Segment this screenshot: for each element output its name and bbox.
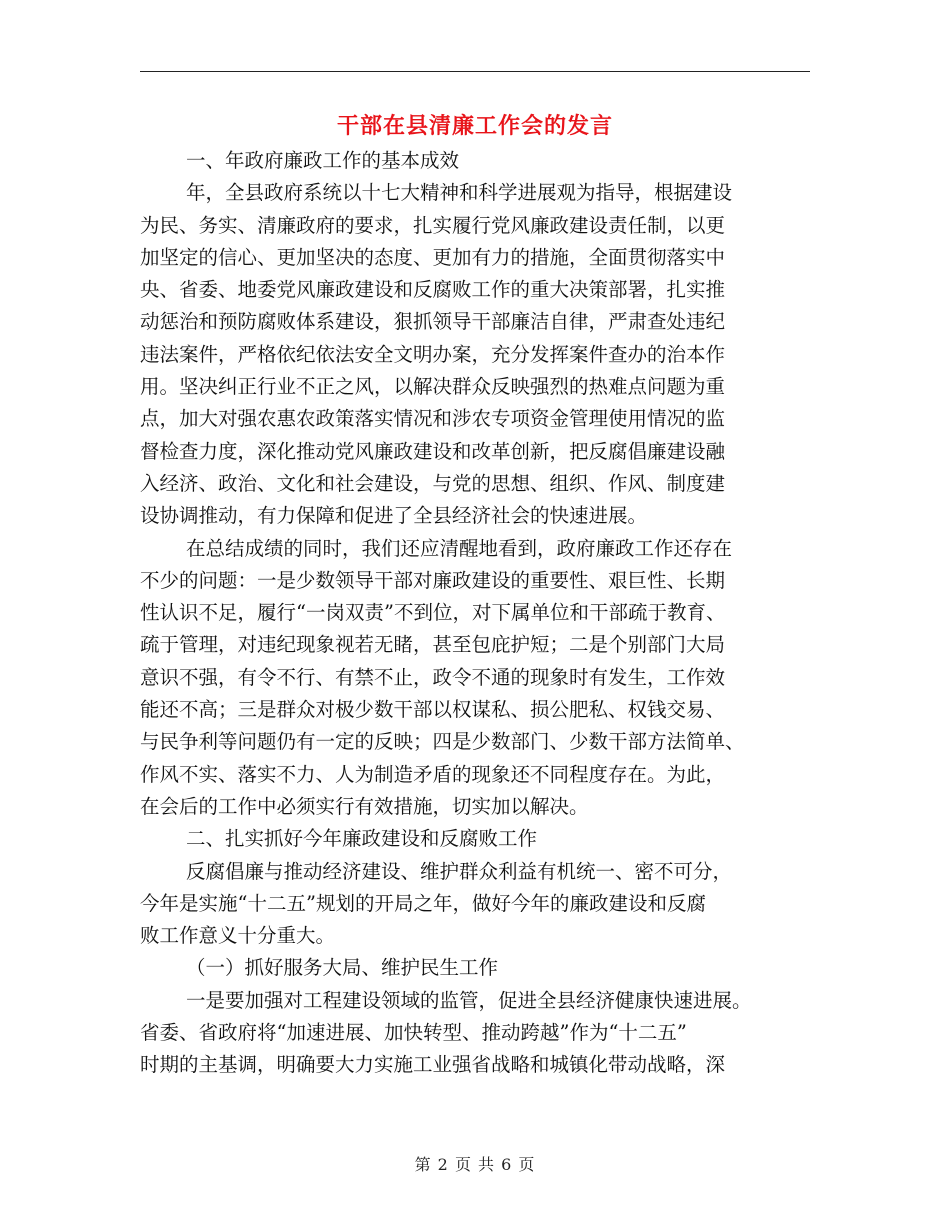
paragraph-line: 省委、省政府将“加速进展、加快转型、推动跨越”作为“十二五” xyxy=(140,1021,687,1045)
paragraph-line: 入经济、政治、文化和社会建设，与党的思想、组织、作风、制度建 xyxy=(140,471,726,495)
paragraph-line: 反腐倡廉与推动经济建设、维护群众利益有机统一、密不可分， xyxy=(186,859,733,883)
paragraph-line: 性认识不足，履行“一岗双责”不到位，对下属单位和干部疏于教育、 xyxy=(140,601,726,625)
paragraph-line: 意识不强，有令不行、有禁不止，政令不通的现象时有发生，工作效 xyxy=(140,665,726,689)
section-heading: 一、年政府廉政工作的基本成效 xyxy=(186,149,460,172)
paragraph-line: 用。坚决纠正行业不正之风，以解决群众反映强烈的热难点问题为重 xyxy=(140,375,726,399)
paragraph-line: 时期的主基调，明确要大力实施工业强省战略和城镇化带动战略，深 xyxy=(140,1053,726,1077)
paragraph-line: 设协调推动，有力保障和促进了全县经济社会的快速进展。 xyxy=(140,504,648,528)
paragraph-line: 违法案件，严格依纪依法安全文明办案，充分发挥案件查办的治本作 xyxy=(140,342,726,366)
section-heading: 二、扎实抓好今年廉政建设和反腐败工作 xyxy=(186,827,538,851)
document-title: 干部在县清廉工作会的发言 xyxy=(336,113,613,139)
paragraph-line: 败工作意义十分重大。 xyxy=(140,924,336,948)
paragraph-line: 一是要加强对工程建设领域的监管，促进全县经济健康快速进展。 xyxy=(186,988,752,1012)
paragraph-line: 与民争利等问题仍有一定的反映；四是少数部门、少数干部方法简单、 xyxy=(140,730,745,754)
header-rule xyxy=(140,71,810,72)
paragraph-line: 不少的问题：一是少数领导干部对廉政建设的重要性、艰巨性、长期 xyxy=(140,568,726,592)
paragraph-line: 作风不实、落实不力、人为制造矛盾的现象还不同程度存在。为此， xyxy=(140,762,726,786)
page-number-footer: 第 2 页 共 6 页 xyxy=(414,1155,536,1174)
subsection-heading: （一）抓好服务大局、维护民生工作 xyxy=(186,956,499,980)
paragraph-line: 为民、务实、清廉政府的要求，扎实履行党风廉政建设责任制，以更 xyxy=(140,213,726,237)
paragraph-line: 督检查力度，深化推动党风廉政建设和改革创新，把反腐倡廉建设融 xyxy=(140,439,726,463)
document-body xyxy=(140,145,810,1082)
paragraph-line: 在总结成绩的同时，我们还应清醒地看到，政府廉政工作还存在 xyxy=(186,536,733,560)
paragraph-line: 年，全县政府系统以十七大精神和科学进展观为指导，根据建设 xyxy=(186,181,733,205)
paragraph-line: 能还不高；三是群众对极少数干部以权谋私、损公肥私、权钱交易、 xyxy=(140,698,726,722)
paragraph-line: 动惩治和预防腐败体系建设，狠抓领导干部廉洁自律，严肃查处违纪 xyxy=(140,310,726,334)
paragraph-line: 今年是实施“十二五”规划的开局之年，做好今年的廉政建设和反腐 xyxy=(140,891,706,915)
paragraph-line: 在会后的工作中必须实行有效措施，切实加以解决。 xyxy=(140,794,589,818)
paragraph-line: 加坚定的信心、更加坚决的态度、更加有力的措施，全面贯彻落实中 xyxy=(140,245,726,269)
paragraph-line: 央、省委、地委党风廉政建设和反腐败工作的重大决策部署，扎实推 xyxy=(140,278,726,302)
paragraph-line: 点，加大对强农惠农政策落实情况和涉农专项资金管理使用情况的监 xyxy=(140,407,726,431)
paragraph-line: 疏于管理，对违纪现象视若无睹，甚至包庇护短；二是个别部门大局 xyxy=(140,633,726,657)
